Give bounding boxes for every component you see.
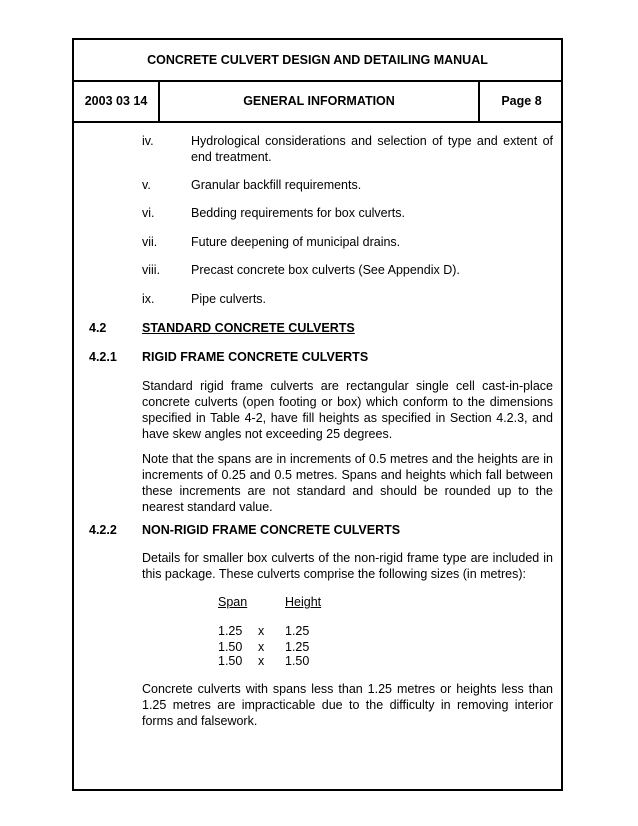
manual-title	[74, 40, 561, 82]
paragraph: Standard rigid frame culverts are rectangular single cell cast-in-place concrete culverts (open footing or box) which conform to the dimensions specified in Table 4-2, have fill heights as specified in Section 4.2.3, and have skew angles not exceeding 25 degrees.	[142, 379, 553, 441]
table-header-span: Span	[218, 595, 248, 609]
list-numeral: vi.	[142, 206, 155, 220]
list-item-text: Future deepening of municipal drains.	[191, 235, 401, 249]
list-numeral: v.	[142, 178, 151, 192]
list-item-text: Pipe culverts.	[191, 292, 267, 306]
section-heading: STANDARD CONCRETE CULVERTS	[142, 321, 355, 335]
list-item-text: Bedding requirements for box culverts.	[191, 206, 405, 220]
list-numeral: iv.	[142, 134, 154, 148]
manual-title-text: CONCRETE CULVERT DESIGN AND DETAILING MANUAL	[147, 53, 488, 67]
paragraph: Details for smaller box culverts of the non-rigid frame type are included in this package. These culverts comprise the following sizes (in metres):	[142, 551, 553, 581]
table-cell-span: 1.50	[218, 640, 243, 654]
header-row	[74, 80, 561, 123]
table-cell-sep: x	[258, 640, 265, 654]
list-item-text: Granular backfill requirements.	[191, 178, 362, 192]
section-heading: NON-RIGID FRAME CONCRETE CULVERTS	[142, 523, 401, 537]
paragraph: Concrete culverts with spans less than 1.25 metres or heights less than 1.25 metres are impracticable due to the difficulty in removing interior forms and falsework.	[142, 682, 553, 728]
header-section: GENERAL INFORMATION	[243, 93, 395, 108]
list-item-text: Hydrological considerations and selection of type and extent of end treatment.	[191, 134, 553, 164]
table-header-height: Height	[285, 595, 322, 609]
section-number: 4.2	[89, 321, 107, 335]
list-item-text: Precast concrete box culverts (See Appendix D).	[191, 263, 460, 277]
section-number: 4.2.2	[89, 523, 117, 537]
list-numeral: vii.	[142, 235, 158, 249]
table-cell-span: 1.50	[218, 654, 243, 668]
list-numeral: viii.	[142, 263, 161, 277]
table-cell-sep: x	[258, 624, 265, 638]
section-number: 4.2.1	[89, 350, 117, 364]
header-page: Page 8	[478, 80, 563, 121]
table-cell-height: 1.50	[285, 654, 310, 668]
list-numeral: ix.	[142, 292, 155, 306]
table-cell-sep: x	[258, 654, 265, 668]
table-cell-span: 1.25	[218, 624, 243, 638]
paragraph: Note that the spans are in increments of 0.5 metres and the heights are in increments of 0.25 and 0.5 metres. Spans and heights which fall between these increments are not standard and should be rounded up to the nearest standard value.	[142, 452, 553, 514]
table-cell-height: 1.25	[285, 640, 310, 654]
header-date: 2003 03 14	[74, 80, 160, 121]
table-cell-height: 1.25	[285, 624, 310, 638]
section-heading: RIGID FRAME CONCRETE CULVERTS	[142, 350, 369, 364]
